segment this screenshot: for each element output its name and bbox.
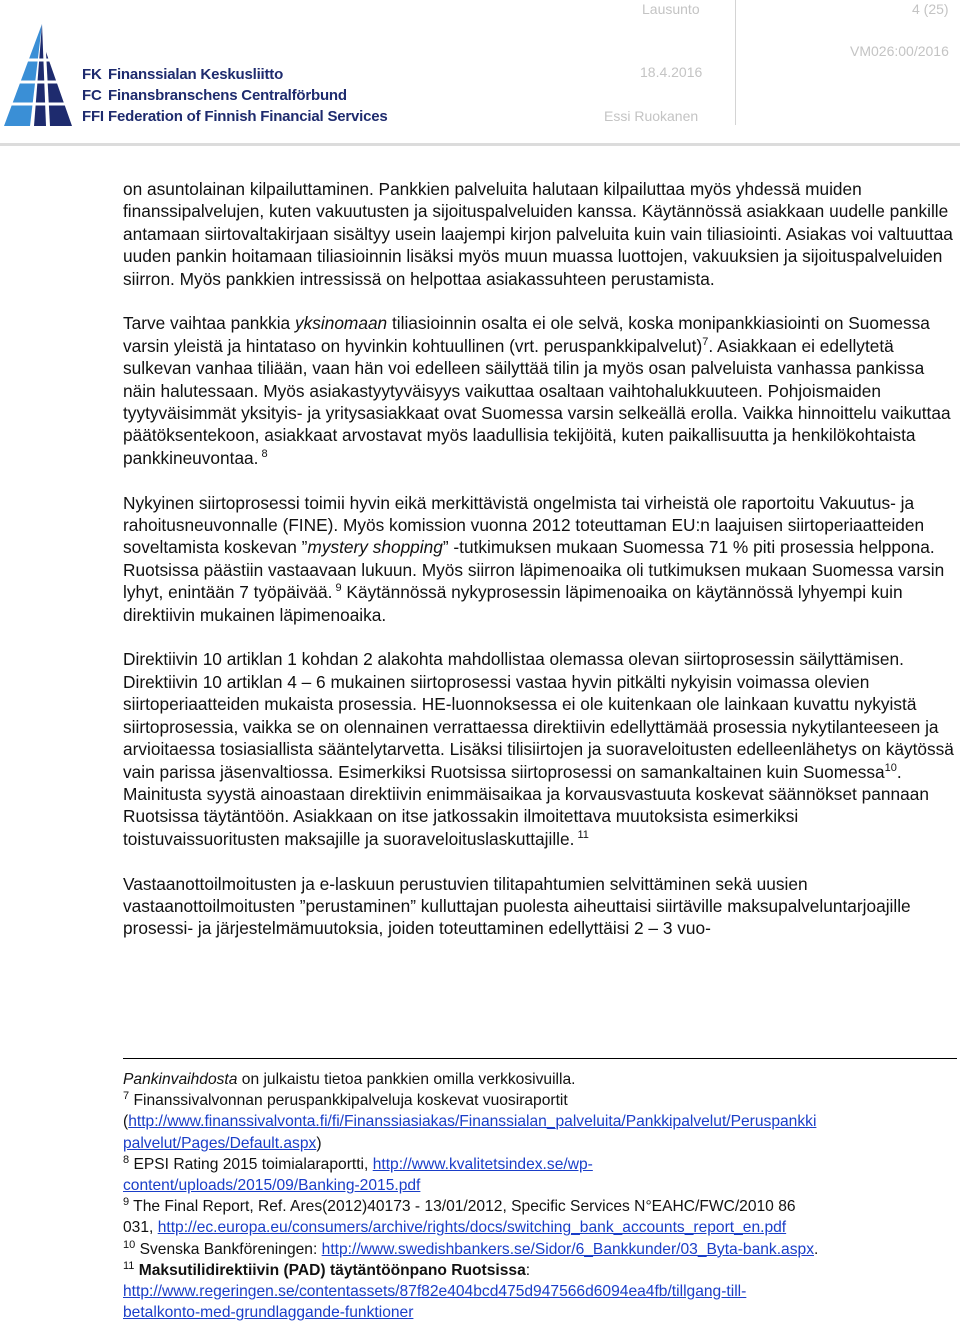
footnote-10: $^{10}$ Svenska Bankföreningen: http://www.swedishbankers.se/Sidor/6_Bankkunder/03_Byta-bank.aspx. bbox=[123, 1238, 819, 1258]
footnote-11-link-line-2 bbox=[123, 1302, 960, 1323]
footnote-9-line-2: 031, http://ec.europa.eu/consumers/archive/rights/docs/switching_bank_accounts_report_en.pdf bbox=[123, 1219, 787, 1237]
document-reference: VM026:00/2016 bbox=[850, 43, 949, 59]
footnote-10-link[interactable]: http://www.swedishbankers.se/Sidor/6_Bankkunder/03_Byta-bank.aspx bbox=[321, 1240, 814, 1258]
footnote-separator bbox=[123, 1058, 957, 1059]
logo-line-fk: FK Finanssialan Keskusliitto bbox=[82, 66, 284, 83]
footnote-8-link[interactable]: http://www.kvalitetsindex.se/wp- bbox=[372, 1155, 593, 1173]
logo-line-ffi: FFI Federation of Finnish Financial Services bbox=[82, 108, 388, 125]
logo-sail-icon bbox=[0, 22, 80, 130]
document-body bbox=[123, 178, 958, 962]
document-author: Essi Ruokanen bbox=[604, 108, 699, 124]
emphasis-mystery-shopping: mystery shopping bbox=[307, 537, 443, 558]
emphasis-yksinomaan: yksinomaan bbox=[294, 313, 388, 334]
footnote-ref-8: 8 bbox=[258, 447, 268, 460]
header-rule bbox=[0, 143, 960, 146]
header-divider bbox=[735, 0, 736, 125]
footnote-ref-7: 7 bbox=[702, 335, 709, 348]
footnote-7-link-line-2: palvelut/Pages/Default.aspx) bbox=[123, 1134, 322, 1152]
footnote-8-link-cont[interactable]: content/uploads/2015/09/Banking-2015.pdf bbox=[123, 1177, 421, 1195]
footnote-11: $^{11}$ Maksutilidirektiivin (PAD) täytäntöönpano Ruotsissa: bbox=[123, 1259, 531, 1279]
footnote-continuation: Pankinvaihdosta on julkaistu tietoa pankkien omilla verkkosivuilla. bbox=[123, 1071, 576, 1088]
paragraph-5: Vastaanottoilmoitusten ja e-laskuun perustuvien tilitapahtumien selvittäminen sekä uusien vastaanottoilmoitusten ”perustaminen” kulluttajan puolesta aiheuttaisi siirtäville maksupalveluntarjoajille prosessi- ja järjestelmämuutoksia, joiden toteuttaminen edellyttäisi 2 – 3 vuo- bbox=[123, 873, 911, 939]
footnote-7-link-line: (http://www.finanssivalvonta.fi/fi/Finanssiasiakas/Finanssialan_palveluita/Pankkipalvelut/Peruspankki bbox=[123, 1113, 817, 1131]
footnote-11-link-line bbox=[123, 1281, 960, 1302]
footnote-9: $^9$ The Final Report, Ref. Ares(2012)40173 - 13/01/2012, Specific Services N°EAHC/FWC/2010 86 bbox=[123, 1196, 796, 1216]
footnote-8: $^8$ EPSI Rating 2015 toimialaraportti, http://www.kvalitetsindex.se/wp- bbox=[123, 1153, 593, 1173]
footnote-ref-10: 10 bbox=[884, 761, 897, 774]
paragraph-1: on asuntolainan kilpailuttaminen. Pankkien palveluita halutaan kilpailuttaa myös yhdessä muiden finanssipalvelujen, kuten vakuutusten ja sijoituspalveluiden kanssa. Käytännössä asiakkaan uudelle pankille antamaan siirtovaltakirjaan sisältyy usein laajempi kirjon palveluita kuin vain tiliasiointi. Asiakas voi valtuuttaa uuden pankin hoitamaan tiliasioinnin lisäksi myös muun muassa luottojen, vakuuksien ja sijoituspalveluiden siirron. Myös pankkien intressissä on helpottaa asiakassuhteen perustamista. bbox=[123, 179, 953, 289]
footnote-ref-11: 11 bbox=[574, 828, 589, 841]
footnote-7-link[interactable]: http://www.finanssivalvonta.fi/fi/Finanssiasiakas/Finanssialan_palveluita/Pankkipalvelut/Peruspankki bbox=[128, 1113, 817, 1131]
footnote-8-link-line-2 bbox=[123, 1175, 960, 1196]
footnote-7: $^7$ Finanssivalvonnan peruspankkipalveluja koskevat vuosiraportit bbox=[123, 1090, 568, 1110]
footnote-7-link-cont[interactable]: palvelut/Pages/Default.aspx bbox=[123, 1134, 317, 1152]
page-number: 4 (25) bbox=[912, 1, 949, 17]
paragraph-3: Nykyinen siirtoprosessi toimii hyvin eikä merkittävistä ongelmista tai virheistä ole raportoitu Vakuutus- ja rahoitusneuvonnalle (FINE). Myös komission vuonna 2012 toteuttaman EU:n laajuisen siirtoperiaatteiden soveltamista koskevan ”mystery shopping” -tutkimuksen mukaan Suomessa 71 % piti prosessia helppona. Ruotsissa päästiin vastaavaan lukuun. Myös siirron läpimenoaika oli tutkimuksen mukaan Suomessa varsin lyhyt, enintään 7 työpäivää. $^9$ Käytännössä nykyprosessin läpimenoaika on käytännössä lyhyempi kuin direktiivin mukainen läpimenoaika. bbox=[123, 492, 945, 625]
organization-logo bbox=[0, 18, 388, 130]
document-date: 18.4.2016 bbox=[640, 64, 703, 80]
logo-line-fc: FC Finansbranschens Centralförbund bbox=[82, 87, 347, 104]
document-type: Lausunto bbox=[642, 1, 700, 17]
footnote-11-link-cont[interactable]: betalkonto-med-grundlaggande-funktioner bbox=[123, 1304, 414, 1322]
paragraph-4: Direktiivin 10 artiklan 1 kohdan 2 alakohta mahdollistaa olemassa olevan siirtoprosessin säilyttämisen. Direktiivin 10 artiklan 4 – 6 mukainen siirtoprosessi vastaa hyvin pitkälti nykyisin voimassa olevien siirtoperiaatteiden mukaista prosessia. HE-luonnoksessa ei ole kuitenkaan ole lainkaan kuvattu nykyistä siirtoprosessia, vaikka se on olennainen verrattaessa direktiivin edellyttämää prosessia nykytilanteeseen ja arvioitaessa tosiasiallista sääntelytarvetta. Lisäksi tilisiirtojen ja suoraveloitusten edelleenlähetys on käytössä vain parissa jäsenvaltiossa. Esimerkiksi Ruotsissa siirtoprosessi on samankaltainen kuin Suomessa$^{10}$. Mainitusta syystä ainoastaan direktiivin enimmäisaikaa ja korvausvastuuta koskevat säännökset pannaan Ruotsissa täytäntöön. Asiakkaan on itse jatkossakin ilmoitettava muutoksista esimerkiksi toistuvaissuoritusten maksajille ja suoraveloituslaskuttajille. $^{11}$ bbox=[123, 649, 954, 849]
paragraph-2: Tarve vaihtaa pankkia yksinomaan tiliasioinnin osalta ei ole selvä, koska monipankkiasiointi on Suomessa varsin yleistä ja hintataso on hyvinkin kohtuullinen (vrt. peruspankkipalvelut)$^7$. Asiakkaan ei edellytetä sulkevan vanhaa tiliään, vaan hän voi edelleen säilyttää tilin ja myös osan palveluista vanhassa pankissa näin halutessaan. Myös asiakastyytyväisyys vaikuttaa osaltaan vaihtohalukkuuteen. Pohjoismaiden tyytyväisimmät yksityis- ja yritysasiakkaat ovat Suomessa varsin selkeällä erolla. Vaikka hinnoittelu vaikuttaa päätöksentekoon, asiakkaat arvostavat myös laadullisia tekijöitä, kuten paikallisuutta ja henkilökohtaista pankkineuvontaa. $^8$ bbox=[123, 313, 951, 468]
footnotes bbox=[123, 1069, 960, 1323]
footnote-11-link[interactable]: http://www.regeringen.se/contentassets/87f82e404bcd475d947566d6094ea4fb/tillgang-till- bbox=[123, 1283, 747, 1301]
footnote-9-link[interactable]: http://ec.europa.eu/consumers/archive/rights/docs/switching_bank_accounts_report_en.pdf bbox=[157, 1219, 787, 1237]
footnote-ref-9: 9 bbox=[332, 582, 342, 595]
